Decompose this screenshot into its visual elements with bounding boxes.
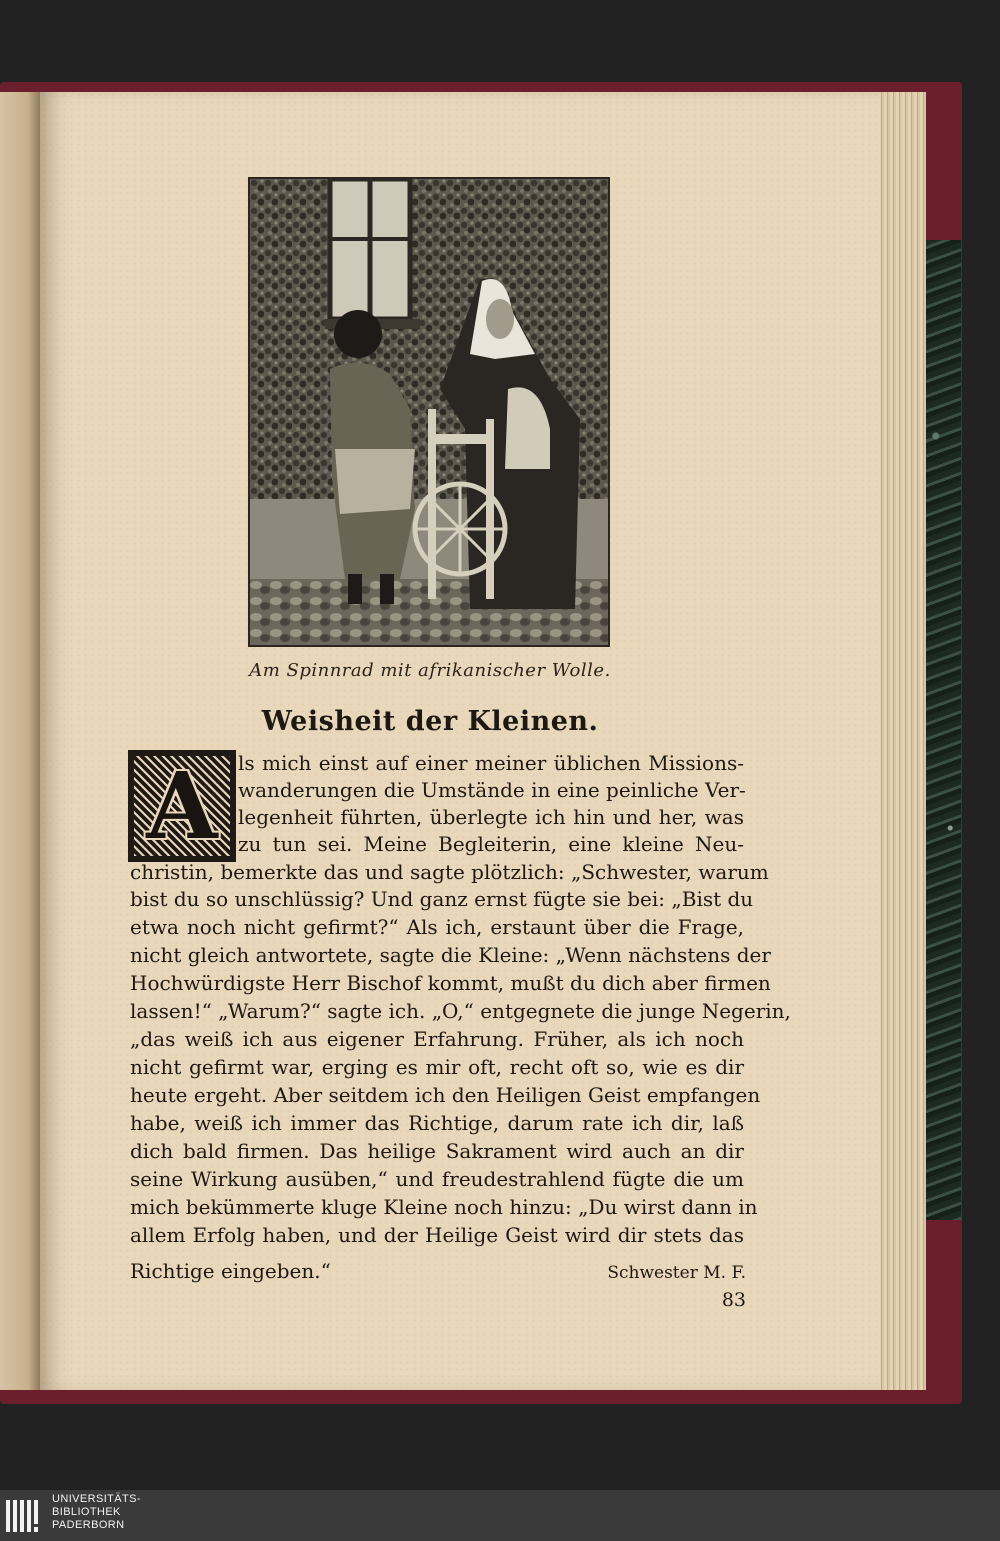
cover-marbled-edge xyxy=(925,240,961,1220)
body-line: Hochwürdigste Herr Bischof kommt, mußt du dich aber firmen xyxy=(130,971,771,995)
body-line: Richtige eingeben.“ xyxy=(130,1259,331,1283)
photograph-image xyxy=(250,179,608,645)
page-number: 83 xyxy=(721,1289,746,1311)
body-line: habe, weiß ich immer das Richtige, darum rate ich dir, laß xyxy=(130,1111,744,1135)
body-line: dich bald firmen. Das heilige Sakrament wird auch an dir xyxy=(130,1139,744,1163)
body-line: wanderungen die Umstände in eine peinliche Ver- xyxy=(238,778,746,802)
body-line: „das weiß ich aus eigener Erfahrung. Früher, als ich noch xyxy=(130,1027,744,1051)
photo-caption: Am Spinnrad mit afrikanischer Wolle. xyxy=(249,660,611,681)
library-name xyxy=(52,1493,252,1532)
left-page-edge xyxy=(0,92,40,1390)
drop-cap xyxy=(128,750,236,862)
body-line: mich bekümmerte kluge Kleine noch hinzu: „Du wirst dann in xyxy=(130,1195,758,1219)
body-line: etwa noch nicht gefirmt?“ Als ich, erstaunt über die Frage, xyxy=(130,915,744,939)
article-title: Weisheit der Kleinen. xyxy=(261,706,599,737)
body-line: bist du so unschlüssig? Und ganz ernst fügte sie bei: „Bist du xyxy=(130,887,754,911)
body-line: nicht gefirmt war, erging es mir oft, recht oft so, wie es dir xyxy=(130,1055,744,1079)
body-line: ls mich einst auf einer meiner üblichen Missions- xyxy=(238,751,744,775)
body-line: heute ergeht. Aber seitdem ich den Heiligen Geist empfangen xyxy=(130,1083,761,1107)
drop-cap-letter: A xyxy=(146,752,218,860)
photograph xyxy=(248,177,610,647)
body-line: lassen!“ „Warum?“ sagte ich. „O,“ entgegnete die junge Negerin, xyxy=(130,999,791,1023)
body-line: zu tun sei. Meine Begleiterin, eine kleine Neu- xyxy=(238,832,744,856)
body-line: seine Wirkung ausüben,“ und freudestrahlend fügte die um xyxy=(130,1167,744,1191)
author-signature: Schwester M. F. xyxy=(607,1263,746,1283)
body-line: allem Erfolg haben, und der Heilige Geist wird dir stets das xyxy=(130,1223,744,1247)
page-stack-edge xyxy=(872,92,926,1390)
library-name-line-3: PADERBORN xyxy=(52,1519,125,1531)
library-name-line-1: UNIVERSITÄTS- xyxy=(52,1493,141,1505)
library-logo-icon xyxy=(6,1496,44,1536)
library-name-line-2: BIBLIOTHEK xyxy=(52,1506,121,1518)
body-line: christin, bemerkte das und sagte plötzlich: „Schwester, warum xyxy=(130,860,769,884)
body-line: nicht gleich antwortete, sagte die Kleine: „Wenn nächstens der xyxy=(130,943,771,967)
body-line: legenheit führten, überlegte ich hin und her, was xyxy=(238,805,744,829)
